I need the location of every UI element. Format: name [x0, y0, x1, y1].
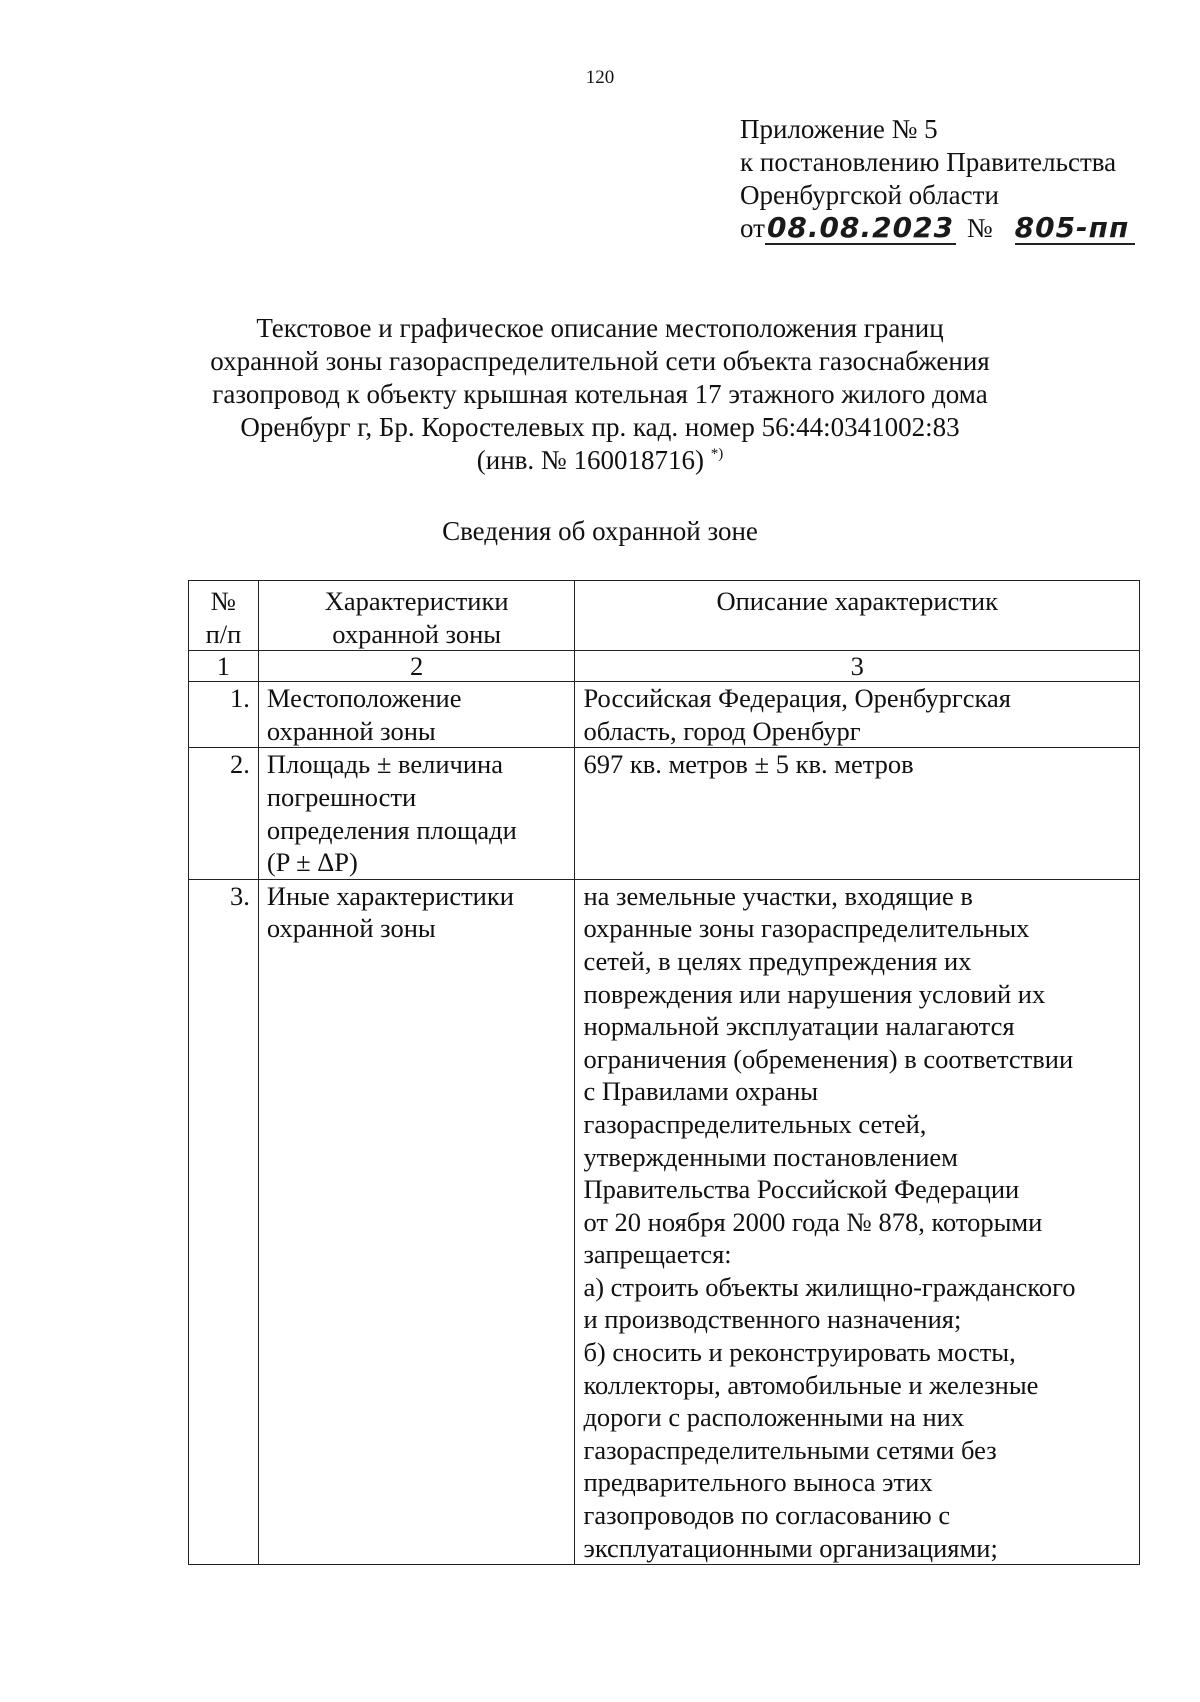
- title-line: газопровод к объекту крышная котельная 17 этажного жилого дома: [212, 379, 988, 409]
- cell-text: 697 кв. метров ± 5 кв. метров: [583, 749, 914, 780]
- row-description: [575, 748, 1140, 879]
- header-text: №: [210, 586, 237, 616]
- date-prefix: от: [740, 213, 765, 243]
- header-text: Характеристики: [324, 586, 509, 616]
- cell-text: нормальной эксплуатации налагаются: [583, 1011, 1015, 1042]
- section-subtitle: Сведения об охранной зоне: [442, 516, 758, 546]
- header-text: п/п: [205, 618, 242, 649]
- row-number: 1.: [189, 682, 259, 748]
- cell-text: утвержденными постановлением: [583, 1141, 958, 1172]
- cell-text: запрещается:: [583, 1239, 732, 1270]
- protection-zone-table: [188, 580, 1140, 1565]
- title-line: охранной зоны газораспределительной сети объекта газоснабжения: [210, 346, 990, 376]
- table-row: [189, 682, 1140, 748]
- document-title: [0, 312, 1200, 477]
- cell-text: Российская Федерация, Оренбургская: [583, 683, 1011, 714]
- header-text: охранной зоны: [332, 618, 502, 649]
- cell-text: Местоположение: [266, 683, 462, 714]
- row-characteristic: [258, 748, 575, 879]
- cell-text: ограничения (обременения) в соответствии: [583, 1043, 1074, 1074]
- appendix-line: Оренбургской области: [740, 180, 999, 210]
- appendix-line: Приложение № 5: [740, 114, 938, 144]
- cell-text: охранные зоны газораспределительных: [583, 913, 1030, 944]
- cell-text: б) сносить и реконструировать мосты,: [583, 1337, 1016, 1368]
- footnote-mark: *): [710, 446, 724, 462]
- column-number-row: [189, 651, 1140, 682]
- header-description: [575, 581, 1140, 651]
- row-number: 2.: [189, 748, 259, 879]
- cell-text: определения площади: [266, 814, 517, 845]
- row-characteristic: [258, 682, 575, 748]
- appendix-block: [740, 113, 1135, 245]
- cell-text: дороги с расположенными на них: [583, 1402, 965, 1433]
- table-row: [189, 748, 1140, 879]
- header-characteristics: [258, 581, 575, 651]
- cell-text: охранной зоны: [266, 913, 436, 944]
- table-header-row: [189, 581, 1140, 651]
- inventory-number: (инв. № 160018716): [476, 445, 704, 475]
- appendix-date-line: [740, 212, 1135, 245]
- cell-text: на земельные участки, входящие в: [583, 880, 973, 911]
- column-number: 1: [189, 651, 259, 682]
- header-number: [189, 581, 259, 651]
- cell-text: газопроводов по согласованию с: [583, 1500, 951, 1531]
- handwritten-number: 805-пп: [1015, 213, 1136, 245]
- cell-text: охранной зоны: [266, 715, 436, 746]
- cell-text: от 20 ноября 2000 года № 878, которыми: [583, 1206, 1043, 1237]
- cell-text: эксплуатационными организациями;: [583, 1532, 998, 1563]
- cell-text: сетей, в целях предупреждения их: [583, 945, 972, 976]
- column-number: 3: [575, 651, 1140, 682]
- handwritten-date: 08.08.2023: [766, 211, 955, 244]
- cell-text: предварительного выноса этих: [583, 1467, 933, 1498]
- cell-text: Площадь ± величина: [266, 749, 503, 780]
- cell-text: Правительства Российской Федерации: [583, 1174, 1020, 1205]
- number-sign: №: [966, 213, 993, 243]
- cell-text: область, город Оренбург: [583, 715, 861, 746]
- appendix-line: к постановлению Правительства: [740, 147, 1117, 177]
- cell-text: погрешности: [266, 781, 417, 812]
- table-row: [189, 879, 1140, 1564]
- title-line: Оренбург г, Бр. Коростелевых пр. кад. номер 56:44:0341002:83: [240, 412, 960, 442]
- column-number: 2: [258, 651, 575, 682]
- cell-text: а) строить объекты жилищно-гражданского: [583, 1271, 1076, 1302]
- header-text: Описание характеристик: [716, 586, 998, 616]
- row-number: 3.: [189, 879, 259, 1564]
- row-characteristic: [258, 879, 575, 1564]
- cell-text: (P ± ΔP): [266, 847, 358, 878]
- cell-text: повреждения или нарушения условий их: [583, 978, 1046, 1009]
- cell-text: с Правилами охраны: [583, 1076, 819, 1107]
- title-line: Текстовое и графическое описание местоположения границ: [256, 313, 944, 343]
- cell-text: Иные характеристики: [266, 880, 514, 911]
- cell-text: газораспределительными сетями без: [583, 1434, 997, 1465]
- cell-text: газораспределительных сетей,: [583, 1108, 927, 1139]
- row-description: [575, 682, 1140, 748]
- page-number: 120: [585, 67, 615, 88]
- cell-text: и производственного назначения;: [583, 1304, 962, 1335]
- cell-text: коллекторы, автомобильные и железные: [583, 1369, 1039, 1400]
- title-line-last: [0, 444, 1200, 477]
- row-description: [575, 879, 1140, 1564]
